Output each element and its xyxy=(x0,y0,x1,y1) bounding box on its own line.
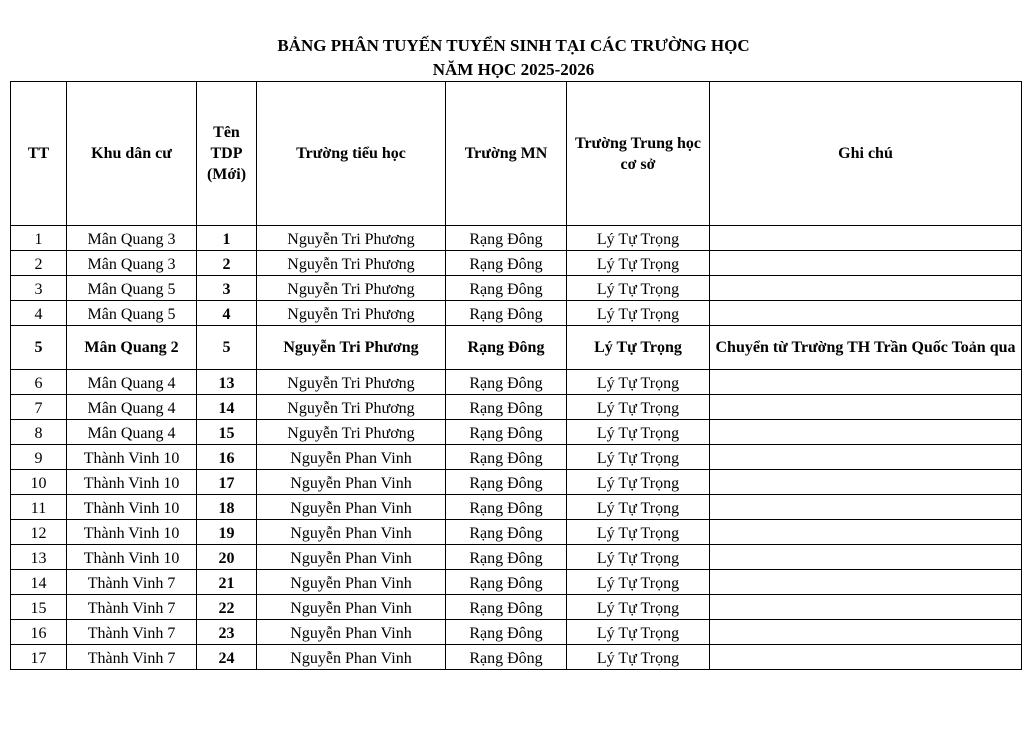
cell-truong-tieu-hoc: Nguyễn Phan Vinh xyxy=(257,570,446,595)
cell-truong-mn: Rạng Đông xyxy=(446,620,567,645)
cell-khu-dan-cu: Mân Quang 3 xyxy=(67,251,197,276)
cell-truong-mn: Rạng Đông xyxy=(446,570,567,595)
table-row xyxy=(11,470,1022,495)
cell-tt: 10 xyxy=(11,470,67,495)
cell-khu-dan-cu: Mân Quang 5 xyxy=(67,301,197,326)
cell-ten-tdp: 5 xyxy=(197,326,257,370)
header-truong-thcs: Trường Trung học cơ sở xyxy=(567,82,710,226)
cell-truong-mn: Rạng Đông xyxy=(446,645,567,670)
table-row xyxy=(11,495,1022,520)
cell-truong-thcs: Lý Tự Trọng xyxy=(567,495,710,520)
cell-truong-tieu-hoc: Nguyễn Tri Phương xyxy=(257,326,446,370)
header-ghi-chu: Ghi chú xyxy=(710,82,1022,226)
cell-truong-thcs: Lý Tự Trọng xyxy=(567,251,710,276)
table-row xyxy=(11,420,1022,445)
cell-ghi-chu xyxy=(710,545,1022,570)
cell-tt: 7 xyxy=(11,395,67,420)
cell-truong-thcs: Lý Tự Trọng xyxy=(567,420,710,445)
cell-truong-thcs: Lý Tự Trọng xyxy=(567,326,710,370)
cell-truong-mn: Rạng Đông xyxy=(446,520,567,545)
cell-tt: 5 xyxy=(11,326,67,370)
cell-ten-tdp: 1 xyxy=(197,226,257,251)
cell-khu-dan-cu: Thành Vinh 10 xyxy=(67,520,197,545)
cell-ghi-chu xyxy=(710,395,1022,420)
cell-khu-dan-cu: Thành Vinh 10 xyxy=(67,470,197,495)
cell-ghi-chu xyxy=(710,495,1022,520)
cell-khu-dan-cu: Thành Vinh 7 xyxy=(67,620,197,645)
cell-ghi-chu xyxy=(710,301,1022,326)
cell-khu-dan-cu: Thành Vinh 7 xyxy=(67,570,197,595)
cell-truong-thcs: Lý Tự Trọng xyxy=(567,226,710,251)
cell-tt: 9 xyxy=(11,445,67,470)
cell-ten-tdp: 23 xyxy=(197,620,257,645)
table-row xyxy=(11,370,1022,395)
cell-tt: 17 xyxy=(11,645,67,670)
cell-khu-dan-cu: Mân Quang 4 xyxy=(67,370,197,395)
cell-truong-tieu-hoc: Nguyễn Tri Phương xyxy=(257,395,446,420)
document-subtitle: NĂM HỌC 2025-2026 xyxy=(432,60,595,79)
cell-khu-dan-cu: Thành Vinh 10 xyxy=(67,445,197,470)
header-truong-mn: Trường MN xyxy=(446,82,567,226)
header-truong-tieu-hoc: Trường tiểu học xyxy=(257,82,446,226)
cell-tt: 12 xyxy=(11,520,67,545)
document-title: BẢNG PHÂN TUYẾN TUYỂN SINH TẠI CÁC TRƯỜNG HỌC xyxy=(277,36,750,55)
cell-truong-thcs: Lý Tự Trọng xyxy=(567,470,710,495)
cell-truong-mn: Rạng Đông xyxy=(446,420,567,445)
cell-truong-thcs: Lý Tự Trọng xyxy=(567,620,710,645)
cell-truong-thcs: Lý Tự Trọng xyxy=(567,301,710,326)
cell-ten-tdp: 22 xyxy=(197,595,257,620)
cell-ten-tdp: 16 xyxy=(197,445,257,470)
cell-truong-tieu-hoc: Nguyễn Phan Vinh xyxy=(257,520,446,545)
table-row xyxy=(11,520,1022,545)
cell-ghi-chu xyxy=(710,226,1022,251)
cell-ten-tdp: 13 xyxy=(197,370,257,395)
table-row xyxy=(11,445,1022,470)
cell-truong-thcs: Lý Tự Trọng xyxy=(567,545,710,570)
cell-ghi-chu xyxy=(710,645,1022,670)
cell-truong-tieu-hoc: Nguyễn Tri Phương xyxy=(257,301,446,326)
cell-ten-tdp: 14 xyxy=(197,395,257,420)
cell-ten-tdp: 24 xyxy=(197,645,257,670)
cell-tt: 6 xyxy=(11,370,67,395)
cell-ghi-chu xyxy=(710,251,1022,276)
cell-ghi-chu xyxy=(710,276,1022,301)
cell-ten-tdp: 18 xyxy=(197,495,257,520)
cell-ghi-chu xyxy=(710,470,1022,495)
cell-tt: 2 xyxy=(11,251,67,276)
cell-truong-tieu-hoc: Nguyễn Phan Vinh xyxy=(257,620,446,645)
cell-khu-dan-cu: Thành Vinh 10 xyxy=(67,495,197,520)
cell-truong-tieu-hoc: Nguyễn Phan Vinh xyxy=(257,470,446,495)
header-ten-tdp: Tên TDP (Mới) xyxy=(197,82,257,226)
header-tt: TT xyxy=(11,82,67,226)
cell-ten-tdp: 3 xyxy=(197,276,257,301)
cell-truong-thcs: Lý Tự Trọng xyxy=(567,595,710,620)
cell-truong-mn: Rạng Đông xyxy=(446,226,567,251)
cell-khu-dan-cu: Thành Vinh 7 xyxy=(67,645,197,670)
cell-ten-tdp: 4 xyxy=(197,301,257,326)
cell-ghi-chu xyxy=(710,520,1022,545)
cell-truong-tieu-hoc: Nguyễn Tri Phương xyxy=(257,226,446,251)
cell-khu-dan-cu: Mân Quang 4 xyxy=(67,395,197,420)
table-header-row xyxy=(11,82,1022,226)
cell-ghi-chu xyxy=(710,620,1022,645)
cell-tt: 4 xyxy=(11,301,67,326)
cell-ten-tdp: 20 xyxy=(197,545,257,570)
cell-khu-dan-cu: Mân Quang 4 xyxy=(67,420,197,445)
cell-truong-tieu-hoc: Nguyễn Phan Vinh xyxy=(257,445,446,470)
cell-truong-mn: Rạng Đông xyxy=(446,326,567,370)
cell-tt: 1 xyxy=(11,226,67,251)
cell-tt: 13 xyxy=(11,545,67,570)
cell-truong-tieu-hoc: Nguyễn Tri Phương xyxy=(257,420,446,445)
cell-truong-thcs: Lý Tự Trọng xyxy=(567,520,710,545)
cell-truong-thcs: Lý Tự Trọng xyxy=(567,370,710,395)
table-row xyxy=(11,395,1022,420)
cell-ghi-chu: Chuyển từ Trường TH Trần Quốc Toản qua xyxy=(710,326,1022,370)
header-khu-dan-cu: Khu dân cư xyxy=(67,82,197,226)
cell-ghi-chu xyxy=(710,370,1022,395)
cell-truong-mn: Rạng Đông xyxy=(446,276,567,301)
cell-truong-mn: Rạng Đông xyxy=(446,251,567,276)
cell-ten-tdp: 2 xyxy=(197,251,257,276)
cell-tt: 11 xyxy=(11,495,67,520)
cell-ghi-chu xyxy=(710,445,1022,470)
cell-truong-thcs: Lý Tự Trọng xyxy=(567,276,710,301)
cell-truong-mn: Rạng Đông xyxy=(446,301,567,326)
table-row xyxy=(11,545,1022,570)
cell-truong-mn: Rạng Đông xyxy=(446,395,567,420)
cell-truong-tieu-hoc: Nguyễn Phan Vinh xyxy=(257,495,446,520)
cell-truong-thcs: Lý Tự Trọng xyxy=(567,645,710,670)
enrollment-table xyxy=(10,81,1022,670)
cell-truong-mn: Rạng Đông xyxy=(446,470,567,495)
cell-tt: 16 xyxy=(11,620,67,645)
cell-ghi-chu xyxy=(710,595,1022,620)
table-row xyxy=(11,251,1022,276)
cell-tt: 14 xyxy=(11,570,67,595)
cell-ten-tdp: 19 xyxy=(197,520,257,545)
cell-truong-tieu-hoc: Nguyễn Tri Phương xyxy=(257,251,446,276)
cell-ten-tdp: 17 xyxy=(197,470,257,495)
cell-truong-mn: Rạng Đông xyxy=(446,595,567,620)
cell-truong-mn: Rạng Đông xyxy=(446,545,567,570)
cell-khu-dan-cu: Mân Quang 5 xyxy=(67,276,197,301)
cell-khu-dan-cu: Mân Quang 2 xyxy=(67,326,197,370)
cell-truong-tieu-hoc: Nguyễn Tri Phương xyxy=(257,276,446,301)
cell-khu-dan-cu: Thành Vinh 7 xyxy=(67,595,197,620)
cell-truong-tieu-hoc: Nguyễn Tri Phương xyxy=(257,370,446,395)
table-row xyxy=(11,276,1022,301)
table-row xyxy=(11,595,1022,620)
cell-ten-tdp: 21 xyxy=(197,570,257,595)
table-row xyxy=(11,620,1022,645)
table-row xyxy=(11,645,1022,670)
cell-truong-tieu-hoc: Nguyễn Phan Vinh xyxy=(257,545,446,570)
table-row xyxy=(11,570,1022,595)
table-row xyxy=(11,226,1022,251)
table-row xyxy=(11,326,1022,370)
cell-truong-mn: Rạng Đông xyxy=(446,370,567,395)
cell-truong-thcs: Lý Tự Trọng xyxy=(567,445,710,470)
cell-tt: 15 xyxy=(11,595,67,620)
table-row xyxy=(11,301,1022,326)
cell-khu-dan-cu: Thành Vinh 10 xyxy=(67,545,197,570)
cell-truong-tieu-hoc: Nguyễn Phan Vinh xyxy=(257,645,446,670)
cell-truong-thcs: Lý Tự Trọng xyxy=(567,570,710,595)
cell-ten-tdp: 15 xyxy=(197,420,257,445)
cell-truong-mn: Rạng Đông xyxy=(446,445,567,470)
cell-truong-thcs: Lý Tự Trọng xyxy=(567,395,710,420)
cell-khu-dan-cu: Mân Quang 3 xyxy=(67,226,197,251)
cell-truong-tieu-hoc: Nguyễn Phan Vinh xyxy=(257,595,446,620)
cell-truong-mn: Rạng Đông xyxy=(446,495,567,520)
cell-ghi-chu xyxy=(710,420,1022,445)
cell-ghi-chu xyxy=(710,570,1022,595)
cell-tt: 3 xyxy=(11,276,67,301)
cell-tt: 8 xyxy=(11,420,67,445)
